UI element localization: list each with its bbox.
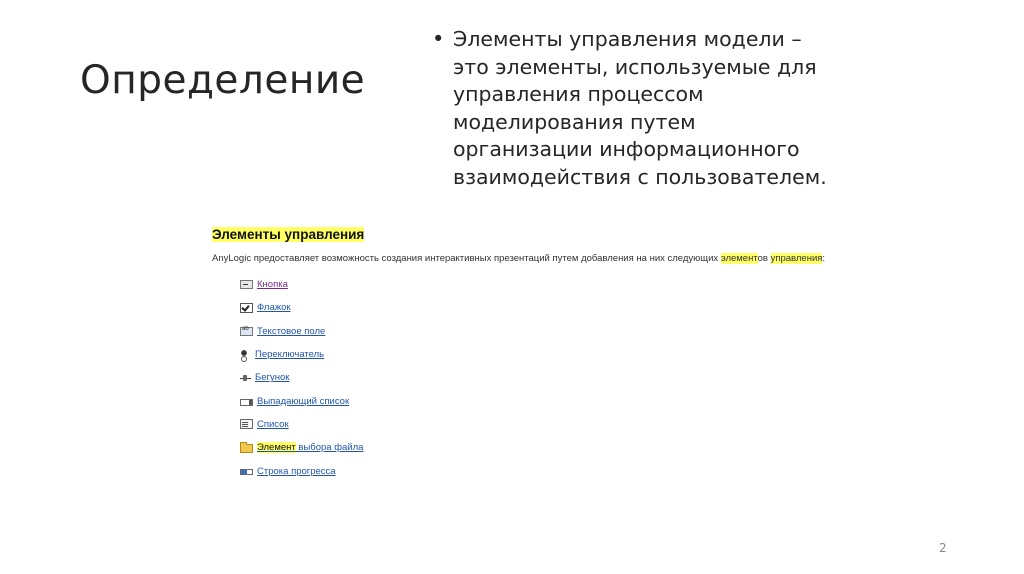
page-number: 2 xyxy=(939,541,947,555)
list-item-checkbox xyxy=(240,296,852,319)
list-item-radio-button xyxy=(240,343,852,366)
help-intro-prefix: AnyLogic предоставляет возможность создания интерактивных презентаций путем добавления на них следующих xyxy=(212,253,721,264)
file-chooser-icon xyxy=(240,444,253,453)
bullet-symbol: • xyxy=(432,27,445,51)
help-intro-highlight-1: элемент xyxy=(720,253,758,264)
link-file-chooser-rest: выбора файла xyxy=(295,442,364,454)
help-intro-highlight-2: управления xyxy=(770,253,823,264)
checkbox-icon xyxy=(240,303,253,313)
help-intro xyxy=(212,253,852,264)
link-list-box[interactable]: Список xyxy=(257,418,289,430)
combo-box-icon xyxy=(240,399,253,406)
list-item-button xyxy=(240,273,852,296)
controls-list xyxy=(212,273,852,483)
link-file-chooser[interactable] xyxy=(257,442,363,453)
slide-title: Определение xyxy=(80,58,366,103)
list-item-combo-box xyxy=(240,389,852,412)
progress-bar-icon xyxy=(240,469,253,475)
list-item-file-chooser xyxy=(240,436,852,459)
list-item-progress-bar xyxy=(240,459,852,482)
link-text-field[interactable]: Текстовое поле xyxy=(257,325,326,337)
text-field-icon xyxy=(240,327,253,336)
list-item-list-box xyxy=(240,413,852,436)
link-slider[interactable]: Бегунок xyxy=(255,372,290,384)
radio-button-icon xyxy=(240,350,251,360)
link-progress-bar[interactable]: Строка прогресса xyxy=(257,465,336,477)
link-checkbox[interactable]: Флажок xyxy=(257,302,291,314)
definition-bullet xyxy=(432,26,832,191)
link-button[interactable]: Кнопка xyxy=(257,279,288,291)
help-intro-suffix: : xyxy=(822,253,826,264)
link-file-chooser-highlight: Элемент xyxy=(257,442,296,454)
slider-icon xyxy=(240,373,251,383)
link-radio-button[interactable]: Переключатель xyxy=(255,349,325,361)
list-item-text-field xyxy=(240,320,852,343)
link-combo-box[interactable]: Выпадающий список xyxy=(257,395,350,407)
help-screenshot xyxy=(212,227,852,483)
list-item-slider xyxy=(240,366,852,389)
help-heading xyxy=(212,227,852,242)
help-intro-mid: ов xyxy=(757,253,771,264)
help-heading-text: Элементы управления xyxy=(212,227,365,242)
definition-text: Элементы управления модели – это элементы, используемые для управления процессом моделирования путем организации информационного взаимодействия с пользователем. xyxy=(453,27,827,189)
button-icon xyxy=(240,280,253,289)
list-box-icon xyxy=(240,419,253,429)
